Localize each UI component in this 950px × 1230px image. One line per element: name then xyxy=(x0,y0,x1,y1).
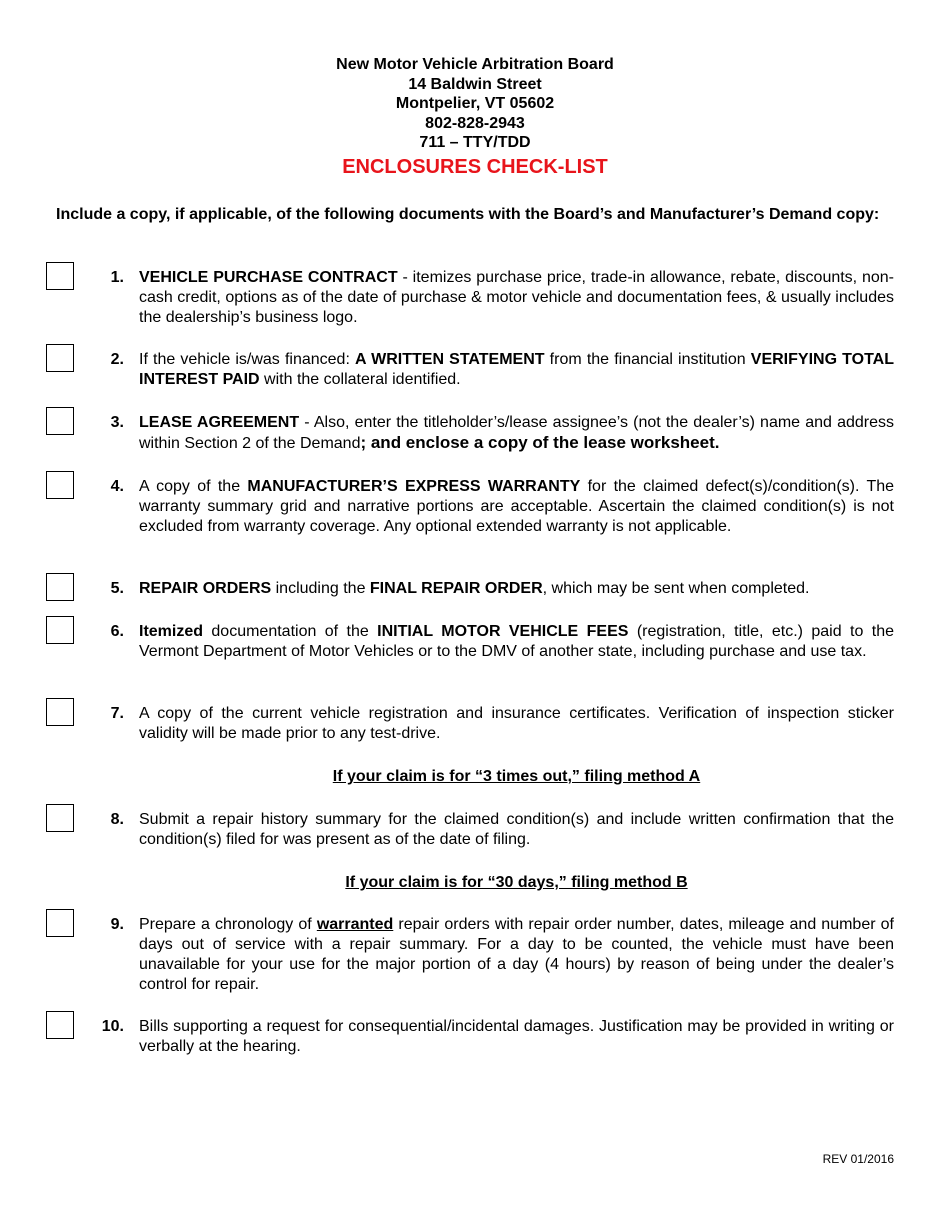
checkbox-6[interactable] xyxy=(46,616,74,644)
tty-number: 711 – TTY/TDD xyxy=(419,134,531,151)
item-text-part: Bills supporting a request for consequential/incidental damages. Justification may be provided in writing or verbally at the hearing. xyxy=(139,1018,894,1055)
item-number: 7. xyxy=(110,705,124,722)
item-number: 3. xyxy=(110,414,124,431)
item-text xyxy=(139,413,894,454)
item-number: 10. xyxy=(101,1018,124,1035)
section-heading-method-a: If your claim is for “3 times out,” filing method A xyxy=(332,768,701,785)
item-number: 5. xyxy=(110,580,124,597)
item-number: 1. xyxy=(110,269,124,286)
checkbox-7[interactable] xyxy=(46,698,74,726)
checkbox-10[interactable] xyxy=(46,1011,74,1039)
item-text-part: documentation of the xyxy=(203,623,378,640)
item-text-part: Submit a repair history summary for the claimed condition(s) and include written confirmation that the condition(s) filed for was present as of the date of filing. xyxy=(139,811,894,848)
checkbox-8[interactable] xyxy=(46,804,74,832)
letterhead xyxy=(0,55,950,180)
phone-number: 802-828-2943 xyxy=(425,114,525,132)
item-text-part: with the collateral identified. xyxy=(259,371,461,388)
item-text-part: REPAIR ORDERS xyxy=(139,580,272,597)
item-text-part: - Also, enter the titleholder’s/lease assignee’s (not the dealer’s) name and address within Section 2 of the Demand xyxy=(139,414,894,452)
item-text xyxy=(139,579,894,599)
item-text-part: - itemizes purchase price, trade-in allowance, rebate, discounts, non-cash credit, options as of the date of purchase & motor vehicle and documentation fees, & usually includes the dealership’s business logo. xyxy=(139,269,895,326)
city-state-zip: Montpelier, VT 05602 xyxy=(395,95,555,112)
item-text-part: warranted xyxy=(316,916,394,933)
item-number: 6. xyxy=(110,623,124,640)
item-text-part: , which may be sent when completed. xyxy=(542,580,810,597)
revision-label: REV 01/2016 xyxy=(822,1152,894,1166)
item-text-part: including the xyxy=(271,580,370,597)
item-text-part: from the financial institution xyxy=(544,351,751,368)
intro-text: Include a copy, if applicable, of the following documents with the Board’s and Manufacturer’s Demand copy: xyxy=(56,206,880,223)
checkbox-1[interactable] xyxy=(46,262,74,290)
checkbox-2[interactable] xyxy=(46,344,74,372)
item-text-part: A copy of the current vehicle registration and insurance certificates. Verification of inspection sticker validity will be made prior to any test-drive. xyxy=(139,705,894,742)
item-text-part: for the claimed defect(s)/condition(s). The warranty summary grid and narrative portions are acceptable. Ascertain the claimed condition(s) is not excluded from warranty coverage. Any optional extended warranty is not applicable. xyxy=(139,478,895,535)
item-text-part: VEHICLE PURCHASE CONTRACT xyxy=(139,269,398,286)
item-text xyxy=(139,477,894,537)
street-address: 14 Baldwin Street xyxy=(408,75,542,93)
item-text-part: LEASE AGREEMENT xyxy=(139,414,300,431)
item-text-part: INITIAL MOTOR VEHICLE FEES xyxy=(377,623,629,640)
org-name: New Motor Vehicle Arbitration Board xyxy=(336,56,614,73)
item-number: 4. xyxy=(110,478,124,495)
section-heading-method-b: If your claim is for “30 days,” filing method B xyxy=(345,874,688,891)
item-text-part: Itemized xyxy=(139,623,204,640)
item-text-part: (registration, title, etc.) paid to the Vermont Department of Motor Vehicles or to the DMV of another state, including purchase and use tax. xyxy=(139,623,895,660)
item-text xyxy=(139,350,894,390)
item-text-part: Prepare a chronology of xyxy=(139,916,317,933)
checkbox-4[interactable] xyxy=(46,471,74,499)
checkbox-5[interactable] xyxy=(46,573,74,601)
item-text-part: repair orders with repair order number, dates, mileage and number of days out of service with a repair summary. For a day to be counted, the vehicle must have been unavailable for your use for the major portion of a day (4 hours) by reason of being under the dealer’s control for repair. xyxy=(139,916,894,993)
item-number: 9. xyxy=(110,916,124,933)
item-text xyxy=(139,704,894,744)
item-text-part: MANUFACTURER’S EXPRESS WARRANTY xyxy=(247,478,581,495)
item-text xyxy=(139,810,894,850)
item-text-part: If the vehicle is/was financed: xyxy=(139,351,356,368)
item-text-part: VERIFYING TOTAL INTEREST PAID xyxy=(139,351,894,388)
item-text xyxy=(139,1017,894,1057)
item-text xyxy=(139,268,894,328)
item-text-part: FINAL REPAIR ORDER xyxy=(369,580,543,597)
item-text xyxy=(139,915,894,995)
item-number: 2. xyxy=(110,351,124,368)
checkbox-3[interactable] xyxy=(46,407,74,435)
page-title: ENCLOSURES CHECK-LIST xyxy=(342,155,608,178)
item-text-part: A WRITTEN STATEMENT xyxy=(355,351,545,368)
item-text-part: A copy of the xyxy=(139,478,248,495)
checkbox-9[interactable] xyxy=(46,909,74,937)
item-number: 8. xyxy=(110,811,124,828)
item-text xyxy=(139,622,894,662)
item-text-part: ; and enclose a copy of the lease worksheet. xyxy=(360,433,720,452)
